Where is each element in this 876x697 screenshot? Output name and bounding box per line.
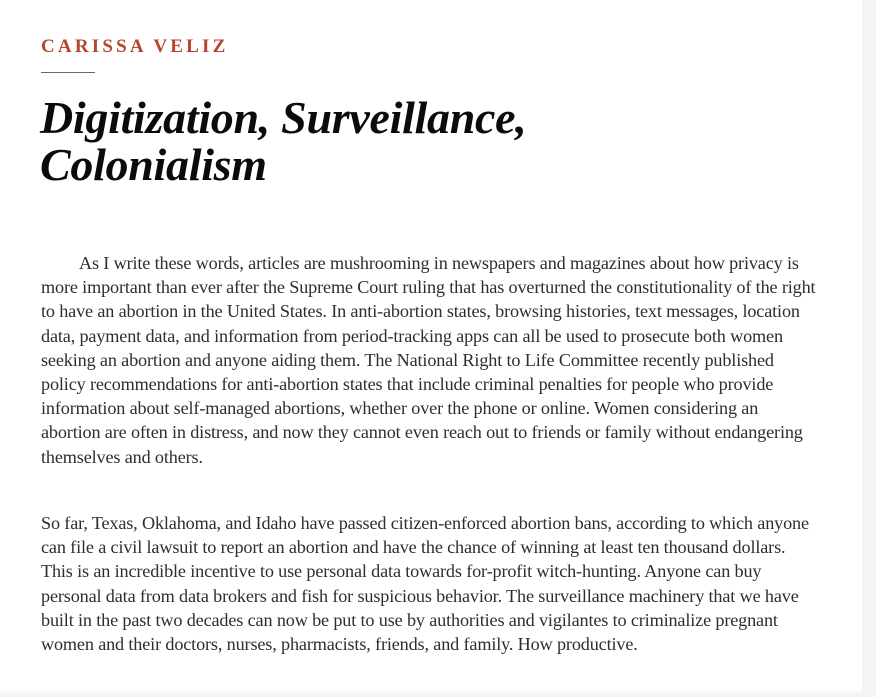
- body-paragraph-1: As I write these words, articles are mushrooming in newspapers and magazines about how privacy is more important than ever after the Supreme Court ruling that has overturned the constitutionality of the right to have an abortion in the United States. In anti-abortion states, browsing histories, text messages, location data, payment data, and information from period-tracking apps can all be used to prosecute both women seeking an abortion and anyone aiding them. The National Right to Life Committee recently published policy recommendations for anti-abortion states that include criminal penalties for people who provide information about self-managed abortions, whether over the phone or online. Women considering an abortion are often in distress, and now they cannot even reach out to friends or family without endangering themselves and others.: [41, 253, 816, 467]
- article-title: [40, 94, 840, 188]
- author-divider: [41, 72, 95, 73]
- page-bottom-shadow: [0, 689, 862, 697]
- title-line-2: Colonialism: [40, 139, 267, 190]
- body-paragraph-2: So far, Texas, Oklahoma, and Idaho have passed citizen-enforced abortion bans, according to which anyone can file a civil lawsuit to report an abortion and have the chance of winning at least ten thousand dollars. This is an incredible incentive to use personal data towards for-profit witch-hunting. Anyone can buy personal data from data brokers and fish for suspicious behavior. The surveillance machinery that we have built in the past two decades can now be put to use by authorities and vigilantes to criminalize pregnant women and their doctors, nurses, pharmacists, friends, and family. How productive.: [41, 513, 809, 655]
- author-name: CARISSA VELIZ: [41, 36, 229, 57]
- title-line-1: Digitization, Surveillance,: [40, 92, 527, 143]
